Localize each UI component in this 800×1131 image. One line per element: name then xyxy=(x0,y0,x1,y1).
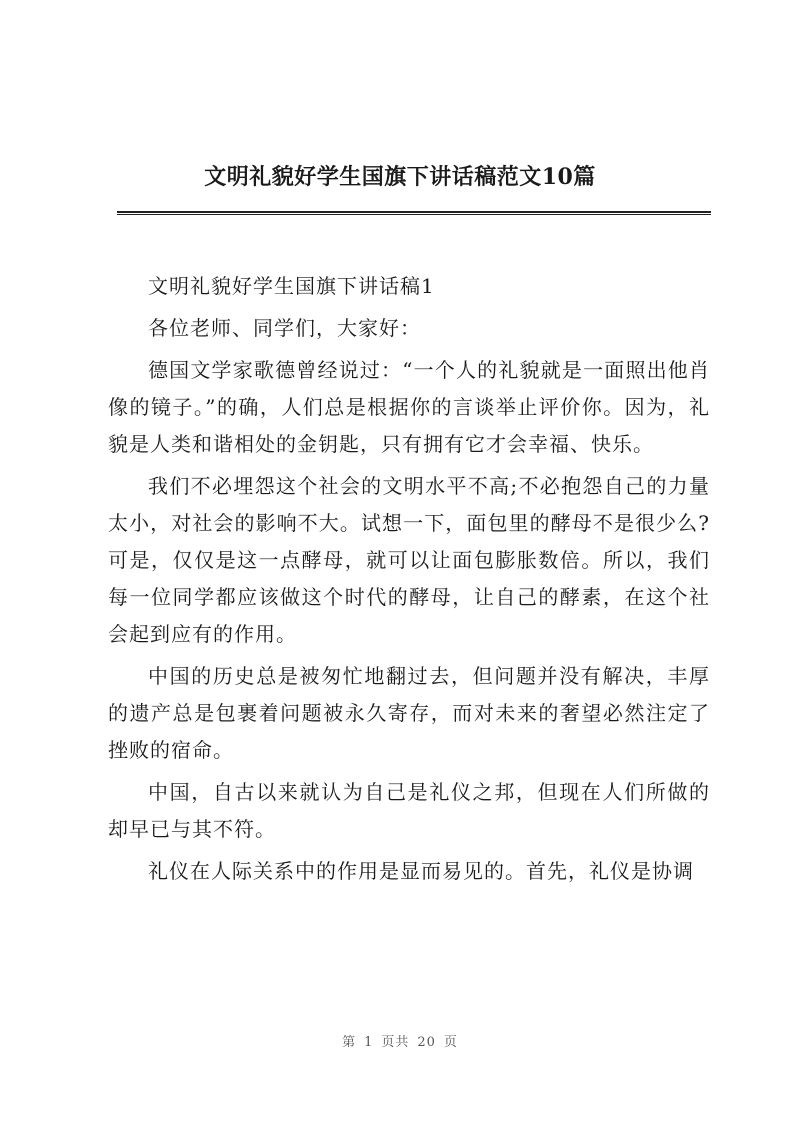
footer-suffix: 页 xyxy=(443,1035,458,1050)
current-page-number: 1 xyxy=(364,1035,374,1050)
body-paragraph: 德国文学家歌德曾经说过：“一个人的礼貌就是一面照出他肖像的镜子。”的确，人们总是根据你的言谈举止评价你。因为，礼貌是人类和谐相处的金钥匙，只有拥有它才会幸福、快乐。 xyxy=(108,358,710,456)
salutation: 各位老师、同学们，大家好： xyxy=(148,316,421,340)
body-paragraph: 我们不必埋怨这个社会的文明水平不高;不必抱怨自己的力量太小，对社会的影响不大。试想一下，面包里的酵母不是很少么?可是，仅仅是这一点酵母，就可以让面包膨胀数倍。所以，我们每一位同学都应该做这个时代的酵母，让自己的酵素，在这个社会起到应有的作用。 xyxy=(108,474,710,646)
total-pages-number: 20 xyxy=(417,1035,436,1050)
document-title: 文明礼貌好学生国旗下讲话稿范文10篇 xyxy=(204,164,596,190)
body-paragraph: 中国，自古以来就认为自己是礼仪之邦，但现在人们所做的却早已与其不符。 xyxy=(108,780,710,841)
section-heading: 文明礼貌好学生国旗下讲话稿1 xyxy=(148,274,435,298)
footer-mid: 页共 xyxy=(381,1035,410,1050)
title-divider xyxy=(117,211,711,215)
footer-prefix: 第 xyxy=(342,1035,357,1050)
body-paragraph: 礼仪在人际关系中的作用是显而易见的。首先，礼仪是协调 xyxy=(148,859,694,883)
document-body xyxy=(108,268,710,890)
body-paragraph: 中国的历史总是被匆忙地翻过去，但问题并没有解决，丰厚的遗产总是包裹着问题被永久寄存，而对未来的奢望必然注定了挫败的宿命。 xyxy=(108,664,710,762)
page-footer xyxy=(0,1031,800,1050)
